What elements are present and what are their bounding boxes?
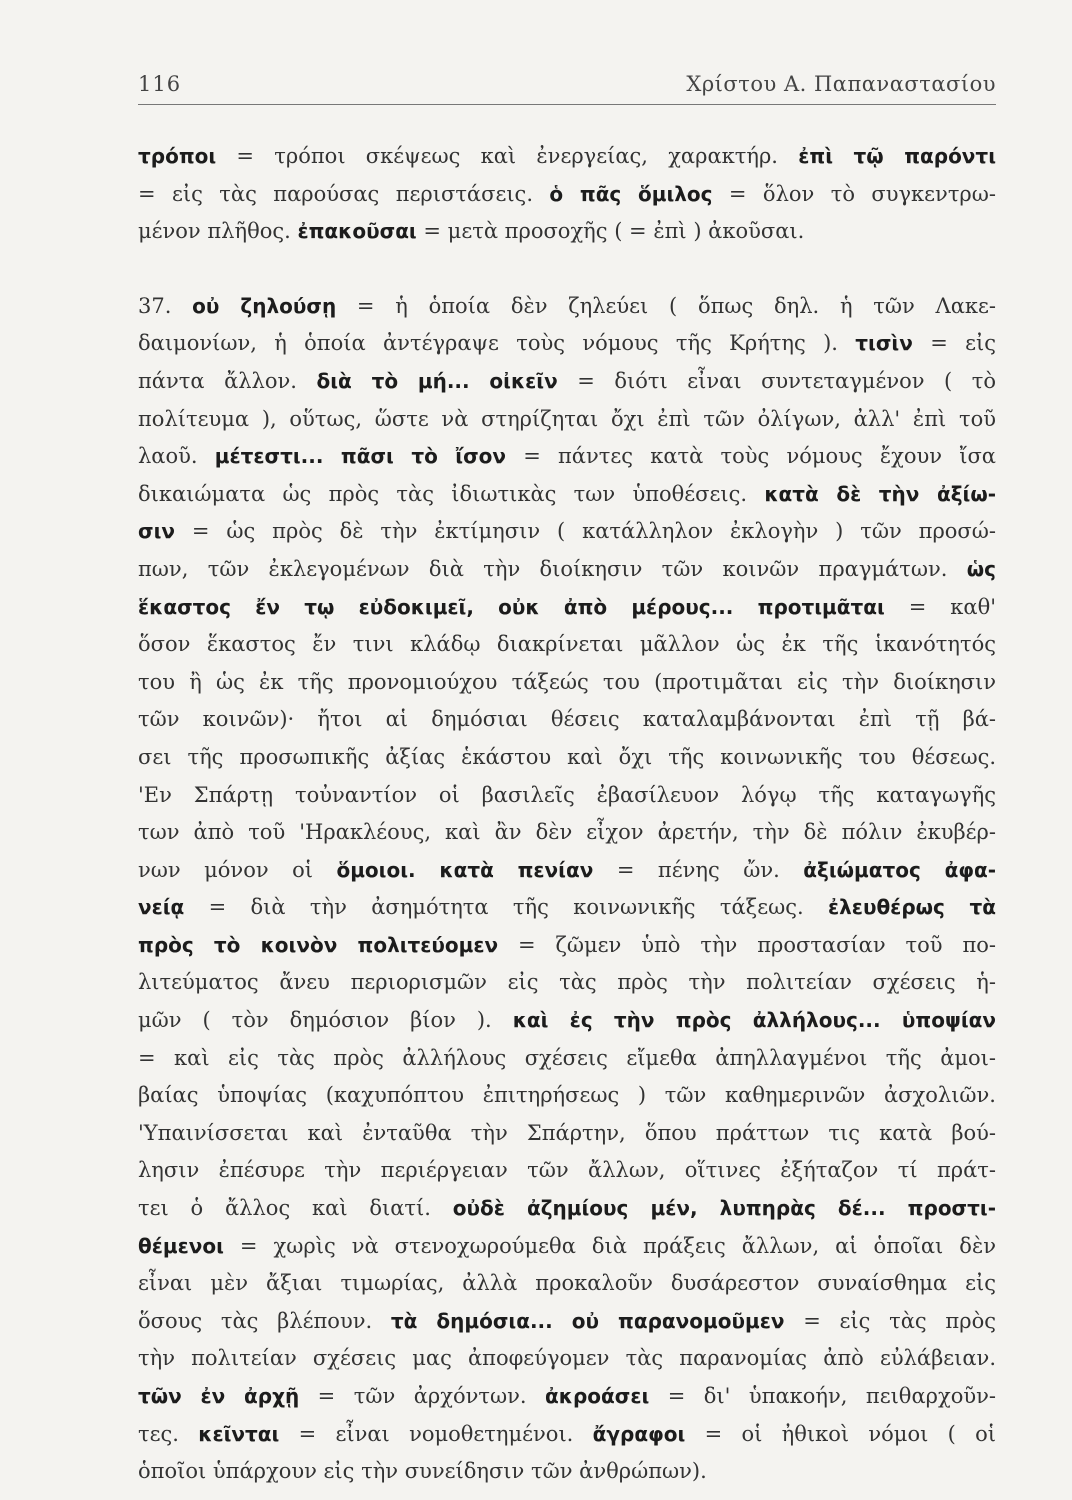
gloss-text: = ζῶμεν ὑπὸ τὴν προστασίαν τοῦ πο-	[498, 932, 996, 957]
gloss-text: = καθ'	[884, 594, 996, 619]
lemma-term: ἄγραφοι	[592, 1421, 686, 1446]
text-line	[138, 401, 996, 439]
text-line	[138, 701, 996, 739]
lemma-term: ἀκροάσει	[545, 1384, 650, 1408]
gloss-text: = τρόποι σκέψεως καὶ ἐνεργείας, χαρακτήρ.	[216, 144, 799, 168]
lemma-term: κεῖνται	[198, 1421, 280, 1446]
text-line	[138, 1340, 996, 1378]
gloss-text: ὅσον ἕκαστος ἔν τινι κλάδῳ διακρίνεται μᾶλλον ὡς ἐκ τῆς ἱκανότητός	[138, 632, 996, 657]
text-line	[138, 325, 996, 363]
lemma-term: ὡς	[966, 556, 996, 581]
text-line	[138, 739, 996, 777]
lemma-term: ἐλευθέρως τὰ	[828, 895, 996, 920]
text-line	[138, 213, 996, 251]
page-number: 116	[138, 72, 182, 96]
gloss-text: = ὡς πρὸς δὲ τὴν ἐκτίμησιν ( κατάλληλον ἐκλογὴν ) τῶν προσώ-	[175, 519, 996, 544]
gloss-text: = διὰ τὴν ἀσημότητα τῆς κοινωνικῆς τάξεως.	[184, 895, 829, 920]
text-line	[138, 1416, 996, 1454]
text-line	[138, 589, 996, 627]
gloss-text: = δι' ὑπακοήν, πειθαρχοῦν-	[649, 1384, 996, 1408]
gloss-text: των ἀπὸ τοῦ 'Ηρακλέους, καὶ ἂν δὲν εἶχον ἀρετήν, τὴν δὲ πόλιν ἐκυβέρ-	[138, 820, 996, 845]
gloss-text: = ἡ ὁποία δὲν ζηλεύει ( ὅπως δηλ. ἡ τῶν Λακε-	[336, 293, 996, 318]
lemma-term: τῶν ἐν ἀρχῇ	[138, 1384, 300, 1408]
lemma-term: τὰ δημόσια... οὐ παρανομοῦμεν	[390, 1308, 785, 1333]
gloss-text: εἶναι μὲν ἄξιαι τιμωρίας, ἀλλὰ προκαλοῦν δυσάρεστον συναίσθημα εἰς	[138, 1271, 996, 1296]
lemma-term: ἀξιώματος ἀφα-	[803, 857, 997, 882]
lemma-term: τισὶν	[855, 331, 913, 356]
text-line	[138, 626, 996, 664]
gloss-text: δαιμονίων, ἡ ὁποία ἀντέγραψε τοὺς νόμους τῆς Κρήτης ).	[138, 331, 856, 356]
text-line	[138, 363, 996, 401]
lemma-term: ὁ πᾶς ὅμιλος	[549, 181, 713, 206]
lemma-term: κατὰ δὲ τὴν ἀξίω-	[764, 481, 996, 506]
gloss-text: λησιν ἐπέσυρε τὴν περιέργειαν τῶν ἄλλων, οἵτινες ἐξήταζον τί πράτ-	[138, 1158, 996, 1183]
gloss-text: λιτεύματος ἄνευ περιορισμῶν εἰς τὰς πρὸς τὴν πολιτείαν σχέσεις ἡ-	[138, 970, 996, 995]
gloss-text: = πένης ὤν.	[593, 857, 804, 882]
lemma-term: διὰ τὸ μή... οἰκεῖν	[316, 368, 558, 393]
gloss-text: 37.	[138, 293, 193, 318]
text-line	[138, 1002, 996, 1040]
gloss-text: = εἰς	[912, 331, 996, 356]
text-line	[138, 513, 996, 551]
gloss-text: τῶν κοινῶν)· ἤτοι αἱ δημόσιαι θέσεις καταλαμβάνονται ἐπὶ τῇ βά-	[138, 707, 996, 732]
text-line	[138, 1265, 996, 1303]
text-line	[138, 476, 996, 514]
gloss-text: σει τῆς προσωπικῆς ἀξίας ἑκάστου καὶ ὄχι τῆς κοινωνικῆς του θέσεως.	[138, 744, 996, 769]
gloss-text: = εἶναι νομοθετημένοι.	[279, 1421, 593, 1446]
text-line	[138, 814, 996, 852]
gloss-text: = ὅλον τὸ συγκεντρω-	[712, 181, 996, 206]
gloss-text: πων, τῶν ἐκλεγομένων διὰ τὴν διοίκησιν τῶν κοινῶν πραγμάτων.	[138, 556, 967, 581]
gloss-text: = διότι εἶναι συντεταγμένον ( τὸ	[557, 368, 996, 393]
lemma-term: ἐπὶ τῷ παρόντι	[798, 144, 996, 168]
gloss-text: μῶν ( τὸν δημόσιον βίον ).	[138, 1008, 513, 1033]
gloss-text: λαοῦ.	[138, 444, 215, 469]
gloss-text: τὴν πολιτείαν σχέσεις μας ἀποφεύγομεν τὰς παρανομίας ἀπὸ εὐλάβειαν.	[138, 1346, 996, 1371]
gloss-text: πολίτευμα ), οὕτως, ὥστε νὰ στηρίζηται ὄχι ἐπὶ τῶν ὀλίγων, ἀλλ' ἐπὶ τοῦ	[138, 406, 996, 431]
lemma-term: καὶ ἐς τὴν πρὸς ἀλλήλους... ὑποψίαν	[512, 1008, 996, 1033]
gloss-text: = μετὰ προσοχῆς ( = ἐπὶ ) ἀκοῦσαι.	[416, 219, 805, 244]
text-line	[138, 1378, 996, 1416]
gloss-text: = καὶ εἰς τὰς πρὸς ἀλλήλους σχέσεις εἴμεθα ἀπηλλαγμένοι τῆς ἀμοι-	[138, 1045, 996, 1070]
running-head: Χρίστου Α. Παπαναστασίου	[686, 72, 996, 96]
lemma-term: σιν	[138, 519, 175, 544]
gloss-text: βαίας ὑποψίας (καχυπόπτου ἐπιτηρήσεως ) τῶν καθημερινῶν ἀσχολιῶν.	[138, 1083, 996, 1108]
lemma-term: πρὸς τὸ κοινὸν πολιτεύομεν	[138, 932, 499, 957]
gloss-text: = τῶν ἀρχόντων.	[299, 1384, 546, 1408]
text-line	[138, 664, 996, 702]
gloss-text: = εἰς τὰς πρὸς	[784, 1308, 996, 1333]
lemma-term: τρόποι	[138, 144, 217, 168]
text-line	[138, 1303, 996, 1341]
page-header	[138, 72, 996, 96]
gloss-text: 'Υπαινίσσεται καὶ ἐνταῦθα τὴν Σπάρτην, ὅπου πράττων τις κατὰ βού-	[138, 1120, 996, 1145]
gloss-text: του ἢ ὡς ἐκ τῆς προνομιούχου τάξεώς του (προτιμᾶται εἰς τὴν διοίκησιν	[138, 669, 996, 694]
text-line	[138, 438, 996, 476]
lemma-term: νείᾳ	[138, 895, 185, 920]
text-line	[138, 288, 996, 326]
gloss-text: 'Εν Σπάρτῃ τοὐναντίον οἱ βασιλεῖς ἐβασίλευον λόγῳ τῆς καταγωγῆς	[138, 782, 996, 807]
gloss-text: τες.	[138, 1421, 199, 1446]
text-line	[138, 1190, 996, 1228]
header-rule	[138, 104, 996, 105]
text-line	[138, 1228, 996, 1266]
text-line	[138, 1453, 996, 1491]
lemma-term: ἐπακοῦσαι	[297, 219, 417, 244]
text-line	[138, 138, 996, 176]
gloss-text: νων μόνον οἱ	[138, 857, 337, 882]
gloss-text: = εἰς τὰς παρούσας περιστάσεις.	[138, 181, 550, 206]
text-line	[138, 1077, 996, 1115]
gloss-text: τει ὁ ἄλλος καὶ διατί.	[138, 1196, 453, 1221]
gloss-text: ὅσους τὰς βλέπουν.	[138, 1308, 391, 1333]
text-line	[138, 889, 996, 927]
text-line	[138, 1152, 996, 1190]
lemma-term: οὐδὲ ἀζημίους μέν, λυπηρὰς δέ... προστι-	[452, 1196, 996, 1221]
lemma-term: ὅμοιοι. κατὰ πενίαν	[336, 857, 594, 882]
lemma-term: ἕκαστος ἔν τῳ εὐδοκιμεῖ, οὐκ ἀπὸ μέρους... προτιμᾶται	[138, 594, 885, 619]
gloss-text: = πάντες κατὰ τοὺς νόμους ἔχουν ἴσα	[506, 444, 996, 469]
text-line	[138, 777, 996, 815]
text-line	[138, 551, 996, 589]
gloss-text: = οἱ ἠθικοὶ νόμοι ( οἱ	[685, 1421, 996, 1446]
text-line	[138, 852, 996, 890]
lemma-term: θέμενοι	[138, 1233, 224, 1258]
gloss-text: δικαιώματα ὡς πρὸς τὰς ἰδιωτικὰς των ὑποθέσεις.	[138, 481, 765, 506]
gloss-text: μένον πλῆθος.	[138, 219, 298, 244]
body-text	[138, 138, 996, 1491]
gloss-text: πάντα ἄλλον.	[138, 368, 317, 393]
text-line	[138, 1040, 996, 1078]
text-line	[138, 964, 996, 1002]
text-line	[138, 176, 996, 214]
gloss-text: ὁποῖοι ὑπάρχουν εἰς τὴν συνείδησιν τῶν ἀνθρώπων).	[138, 1459, 707, 1484]
lemma-term: μέτεστι... πᾶσι τὸ ἴσον	[214, 444, 507, 469]
paragraph-gap	[138, 251, 996, 288]
lemma-term: οὐ ζηλούσῃ	[192, 293, 337, 318]
gloss-text: = χωρὶς νὰ στενοχωρούμεθα διὰ πράξεις ἄλλων, αἱ ὁποῖαι δὲν	[223, 1233, 996, 1258]
text-line	[138, 1115, 996, 1153]
text-line	[138, 927, 996, 965]
